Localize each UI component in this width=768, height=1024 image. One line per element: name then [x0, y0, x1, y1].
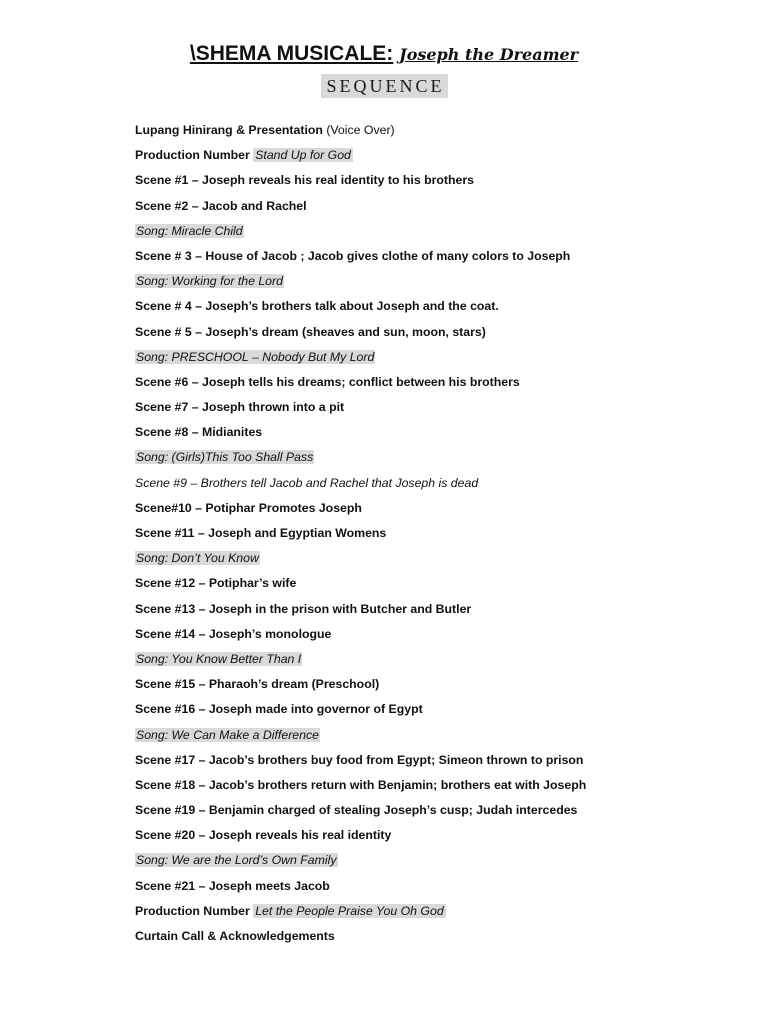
scene-item — [135, 521, 755, 546]
scene-item — [135, 773, 755, 798]
scene-label: Scene #11 – Joseph and Egyptian Womens — [135, 526, 387, 540]
scene-item — [135, 798, 755, 823]
document-title — [0, 40, 768, 69]
scene-label: Scene #21 – Joseph meets Jacob — [135, 878, 330, 893]
program-item — [135, 118, 755, 143]
scene-item — [135, 244, 755, 269]
song-item — [135, 445, 755, 470]
scene-item — [135, 168, 755, 193]
scene-item — [135, 672, 755, 697]
scene-label: Scene #2 – Jacob and Rachel — [135, 198, 307, 213]
production-song-label: Stand Up for God — [255, 148, 351, 163]
scene-label: Scene # 3 – House of Jacob ; Jacob gives clothe of many colors to Joseph — [135, 248, 571, 263]
scene-label: Scene #9 – Brothers tell Jacob and Rachel that Joseph is dead — [135, 475, 479, 490]
scene-item — [135, 496, 755, 521]
sequence-heading — [0, 74, 768, 98]
scene-item — [135, 420, 755, 445]
scene-label: Scene # 4 – Joseph’s brothers talk about Joseph and the coat. — [135, 299, 499, 314]
song-item — [135, 546, 755, 571]
sequence-heading-text: SEQUENCE — [321, 74, 448, 98]
scene-label: Scene #7 – Joseph thrown into a pit — [135, 400, 345, 415]
song-label: Song: You Know Better Than I — [136, 651, 302, 666]
song-item — [135, 269, 755, 294]
scene-item — [135, 370, 755, 395]
scene-item — [135, 697, 755, 722]
song-item — [135, 647, 755, 672]
program-label: Production Number — [135, 903, 254, 918]
song-item — [135, 848, 755, 873]
scene-item — [135, 597, 755, 622]
scene-label: Scene #19 – Benjamin charged of stealing Joseph’s cusp; Judah intercedes — [135, 803, 578, 818]
scene-item — [135, 823, 755, 848]
scene-label: Scene #15 – Pharaoh’s dream (Preschool) — [135, 677, 380, 692]
scene-item — [135, 874, 755, 899]
scene-label: Scene #18 – Jacob’s brothers return with Benjamin; brothers eat with Joseph — [135, 777, 587, 792]
scene-label: Scene #16 – Joseph made into governor of Egypt — [135, 702, 423, 717]
scene-label: Scene #14 – Joseph’s monologue — [135, 626, 332, 641]
scene-label: Scene # 5 – Joseph’s dream (sheaves and sun, moon, stars) — [135, 324, 486, 339]
scene-label: Scene #1 – Joseph reveals his real identity to his brothers — [135, 173, 474, 188]
song-item — [135, 345, 755, 370]
production-song-label: Let the People Praise You Oh God — [255, 903, 444, 918]
program-note: (Voice Over) — [326, 123, 395, 137]
song-item — [135, 723, 755, 748]
scene-label: Scene #12 – Potiphar’s wife — [135, 576, 297, 591]
scene-label: Scene #17 – Jacob’s brothers buy food from Egypt; Simeon thrown to prison — [135, 752, 584, 767]
title-script: Joseph the Dreamer — [399, 45, 579, 64]
scene-label: Scene #13 – Joseph in the prison with Butcher and Butler — [135, 601, 472, 616]
scene-item — [135, 924, 755, 949]
song-label: Song: We are the Lord’s Own Family — [136, 853, 337, 868]
program-label: Lupang Hinirang & Presentation — [135, 123, 327, 137]
scene-label: Scene #20 – Joseph reveals his real identity — [135, 828, 392, 843]
song-item — [135, 219, 755, 244]
song-label: Song: We Can Make a Difference — [136, 727, 319, 742]
song-label: Song: Don’t You Know — [136, 551, 259, 566]
scene-item — [135, 320, 755, 345]
title-main: \SHEMA MUSICALE: — [189, 42, 394, 65]
scene-label: Curtain Call & Acknowledgements — [135, 929, 335, 943]
scene-item — [135, 571, 755, 596]
scene-label: Scene #8 – Midianites — [135, 425, 263, 440]
song-label: Song: Working for the Lord — [136, 274, 283, 289]
scene-item — [135, 294, 755, 319]
scene-item — [135, 194, 755, 219]
song-label: Song: Miracle Child — [136, 223, 243, 238]
scene-item — [135, 395, 755, 420]
scene-item — [135, 748, 755, 773]
song-label: Song: PRESCHOOL – Nobody But My Lord — [136, 349, 375, 364]
scene-item — [135, 471, 755, 496]
program-item — [135, 143, 755, 168]
scene-label: Scene#10 – Potiphar Promotes Joseph — [135, 500, 362, 515]
program-item — [135, 899, 755, 924]
scene-item — [135, 622, 755, 647]
scene-label: Scene #6 – Joseph tells his dreams; conflict between his brothers — [135, 374, 520, 389]
sequence-list — [135, 118, 755, 949]
song-label: Song: (Girls)This Too Shall Pass — [136, 450, 314, 465]
program-label: Production Number — [135, 148, 254, 163]
